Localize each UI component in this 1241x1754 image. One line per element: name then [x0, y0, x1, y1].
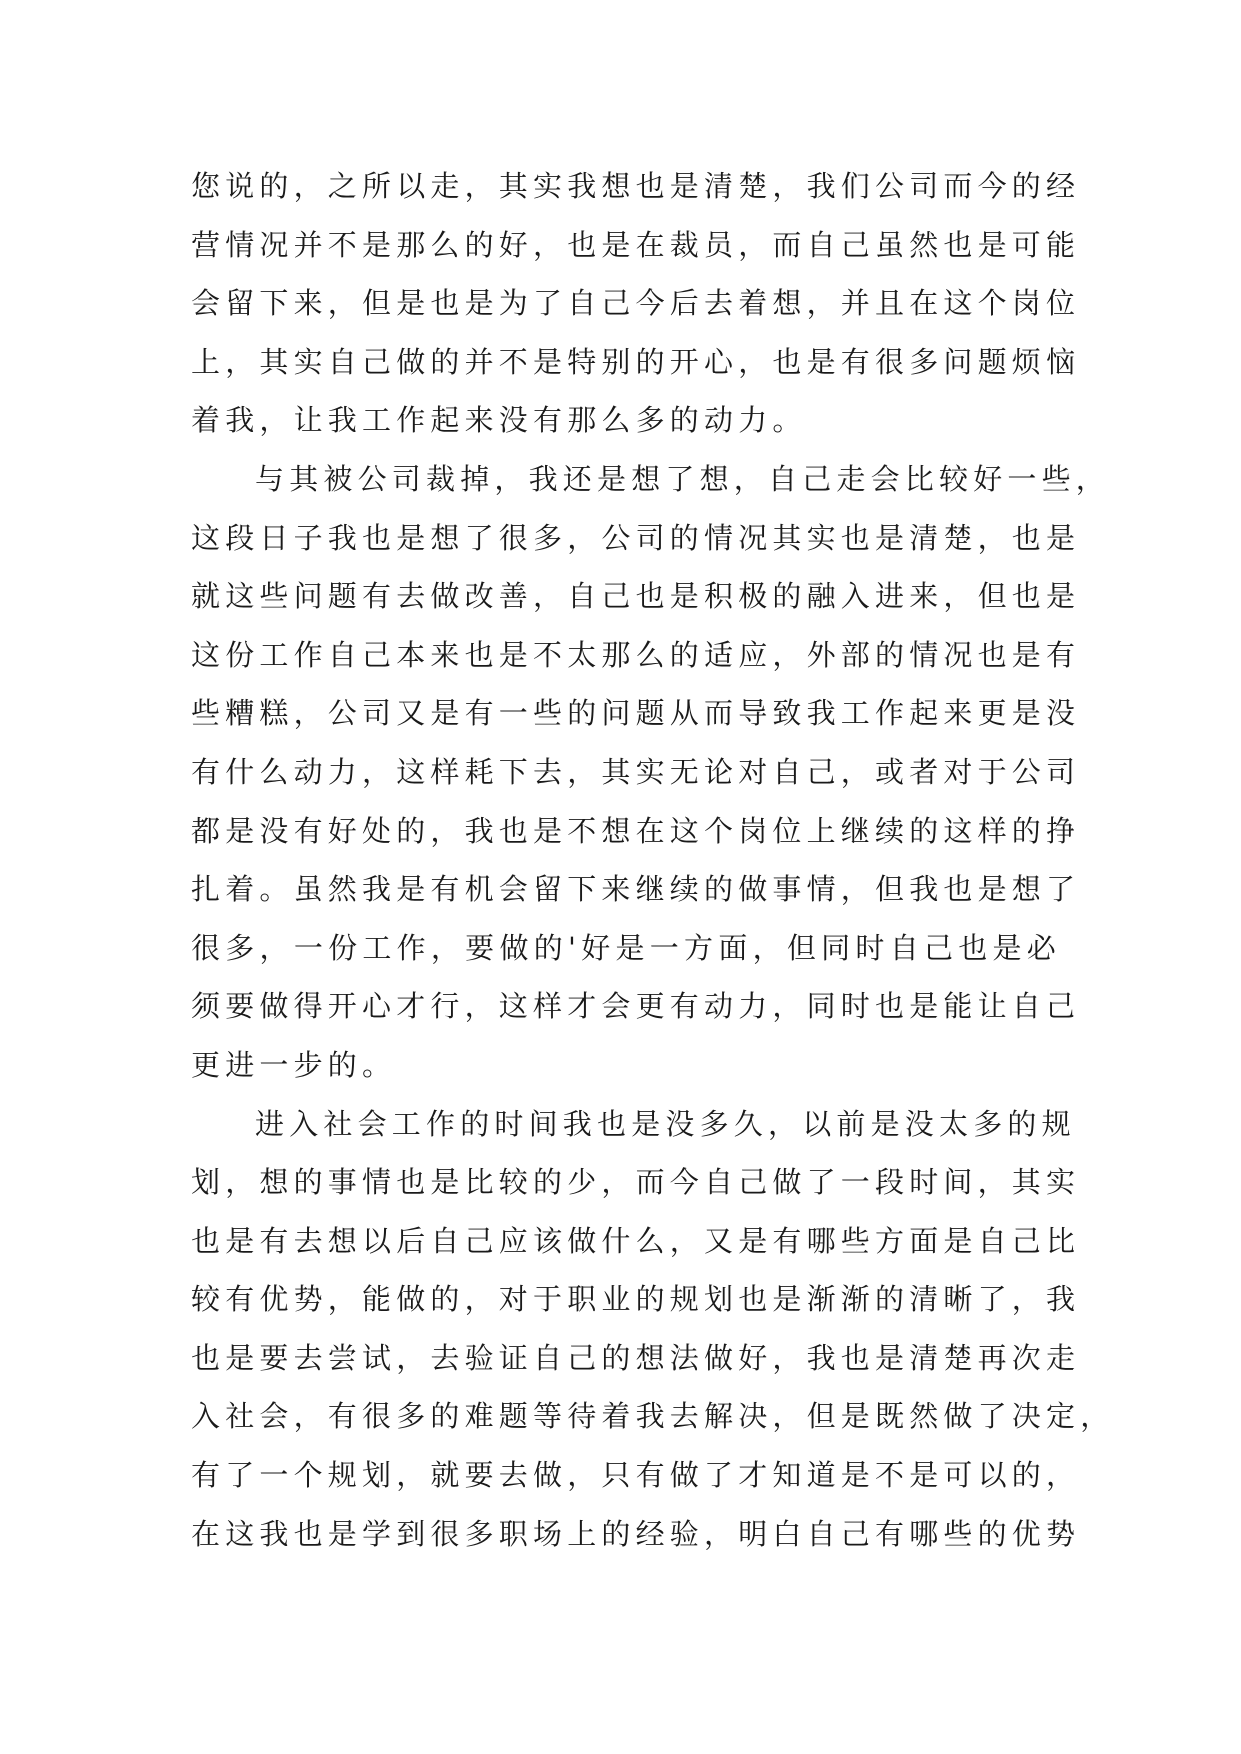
text-line: 都是没有好处的，我也是不想在这个岗位上继续的这样的挣: [191, 813, 1081, 848]
text-line: 着我，让我工作起来没有那么多的动力。: [191, 403, 807, 438]
text-line: 就这些问题有去做改善，自己也是积极的融入进来，但也是: [191, 579, 1081, 614]
text-line: 在这我也是学到很多职场上的经验，明白自己有哪些的优势: [191, 1516, 1081, 1551]
text-line: 较有优势，能做的，对于职业的规划也是渐渐的清晰了，我: [191, 1282, 1081, 1317]
text-line: 扎着。虽然我是有机会留下来继续的做事情，但我也是想了: [191, 872, 1081, 907]
text-line: 会留下来，但是也是为了自己今后去着想，并且在这个岗位: [191, 286, 1081, 321]
text-line: 些糟糕，公司又是有一些的问题从而导致我工作起来更是没: [191, 696, 1081, 731]
text-line: 入社会，有很多的难题等待着我去解决，但是既然做了决定，: [191, 1399, 1115, 1434]
text-line: 这段日子我也是想了很多，公司的情况其实也是清楚，也是: [191, 520, 1081, 555]
paragraph-1: [191, 157, 1081, 450]
text-line: 更进一步的。: [191, 1047, 397, 1082]
text-line: 营情况并不是那么的好，也是在裁员，而自己虽然也是可能: [191, 227, 1081, 262]
body-text: [191, 157, 1115, 1563]
paragraph-3: [191, 1095, 1115, 1564]
text-line: 您说的，之所以走，其实我想也是清楚，我们公司而今的经: [191, 169, 1081, 203]
text-line: 须要做得开心才行，这样才会更有动力，同时也是能让自己: [191, 989, 1081, 1024]
paragraph-2: [191, 450, 1111, 1095]
text-line: 有了一个规划，就要去做，只有做了才知道是不是可以的，: [191, 1458, 1081, 1493]
text-line: 与其被公司裁掉，我还是想了想，自己走会比较好一些，: [255, 461, 1111, 496]
text-line: 划，想的事情也是比较的少，而今自己做了一段时间，其实: [191, 1165, 1081, 1200]
text-line: 也是有去想以后自己应该做什么，又是有哪些方面是自己比: [191, 1223, 1081, 1258]
text-line: 进入社会工作的时间我也是没多久，以前是没太多的规: [255, 1106, 1076, 1141]
text-line: 有什么动力，这样耗下去，其实无论对自己，或者对于公司: [191, 754, 1081, 789]
text-line: 很多，一份工作，要做的'好是一方面，但同时自己也是必: [191, 930, 1061, 965]
text-line: 这份工作自己本来也是不太那么的适应，外部的情况也是有: [191, 637, 1081, 672]
text-line: 也是要去尝试，去验证自己的想法做好，我也是清楚再次走: [191, 1340, 1081, 1375]
text-line: 上，其实自己做的并不是特别的开心，也是有很多问题烦恼: [191, 344, 1081, 379]
